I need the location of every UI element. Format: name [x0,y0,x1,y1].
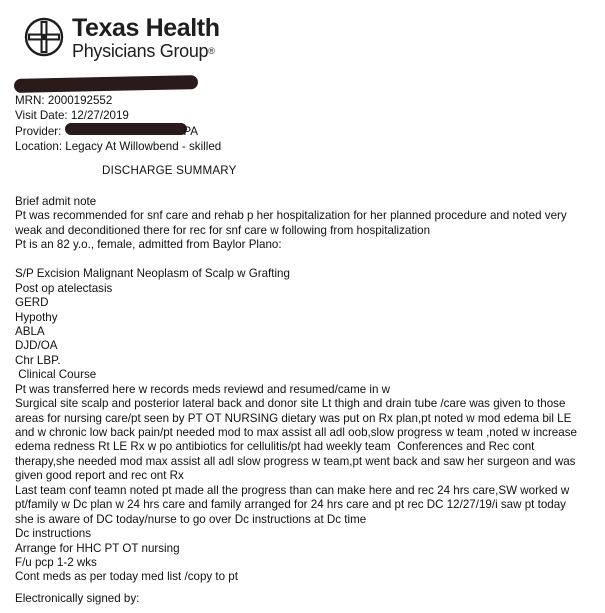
course-line: Cont meds as per today med list /copy to pt [15,570,238,584]
diagnosis-line: Hypothy [15,310,58,324]
logo-line-2: Physicians Group® [72,41,215,61]
mrn-line: MRN: 2000192552 [15,94,113,107]
electronic-signature-line: Electronically signed by: [15,592,140,605]
course-line: Dc instructions [15,527,92,541]
diagnosis-line: ABLA [15,324,45,338]
summary-body [15,195,600,585]
provider-label: Provider: [15,124,62,138]
admit-line: Pt is an 82 y.o., female, admitted from Baylor Plano: [15,238,282,252]
course-line: F/u pcp 1-2 wks [15,555,97,569]
course-line: given good report and rec ont Rx [15,469,184,483]
course-line: areas for nursing care/pt seen by PT OT NURSING dietary was put on Rx plan,pt noted w mod edema bil LE [15,411,572,425]
diagnosis-line: GERD [15,296,49,310]
provider-line [15,124,221,139]
course-line: pt/family w Dc plan w 24 hrs care and family arranged for 24 hrs care and pt rec DC 12/27/19/i saw pt today [15,498,566,512]
diagnosis-line: Post op atelectasis [15,281,113,295]
diagnosis-line: Chr LBP. [15,353,61,367]
course-line: and w chronic low back pain/pt needed mod to max assist all adl oob,slow progress w team ,noted w increase [15,426,577,439]
document-title: DISCHARGE SUMMARY [102,164,237,177]
course-line: Arrange for HHC PT OT nursing [15,541,180,555]
diagnosis-line: S/P Excision Malignant Neoplasm of Scalp w Grafting [15,267,290,281]
redacted-patient-name [14,75,198,93]
course-line: edema redness Rt LE Rx w po antibiotics for cellulitis/pt had weekly team Conferences and Rec cont [15,440,535,454]
admit-line: weak and deconditioned there for rec for snf care w following from hospitalization [15,223,431,237]
admit-line: Pt was recommended for snf care and rehab p her hospitalization for her planned procedure and noted very [15,209,567,223]
course-line: Pt was transferred here w records meds reviewd and resumed/came in w [15,382,391,396]
location-line: Location: Legacy At Willowbend - skilled [15,140,222,154]
course-line: Last team conf teamn noted pt made all the progress than can make here and rec 24 hrs care,SW worked w [15,483,570,497]
course-line: therapy,she needed mod max assist all adl slow progress w team,pt went back and saw her surgeon and was [15,454,576,468]
texas-health-logo [24,14,224,62]
cross-emblem-icon [24,17,64,57]
diagnosis-line: DJD/OA [15,339,58,353]
visit-date-line: Visit Date: 12/27/2019 [15,109,129,123]
course-line: she is aware of DC today/nurse to go over Dc instructions at Dc time [15,512,367,526]
course-line: Clinical Course [15,368,97,382]
admit-line: Brief admit note [15,195,97,208]
course-line: Surgical site scalp and posterior lateral back and donor site Lt thigh and drain tube /care was given to those [15,397,566,411]
provider-credential: PA [183,124,199,138]
spacer [15,253,600,267]
logo-line-1: Texas Health [72,14,220,42]
patient-header [15,93,221,155]
